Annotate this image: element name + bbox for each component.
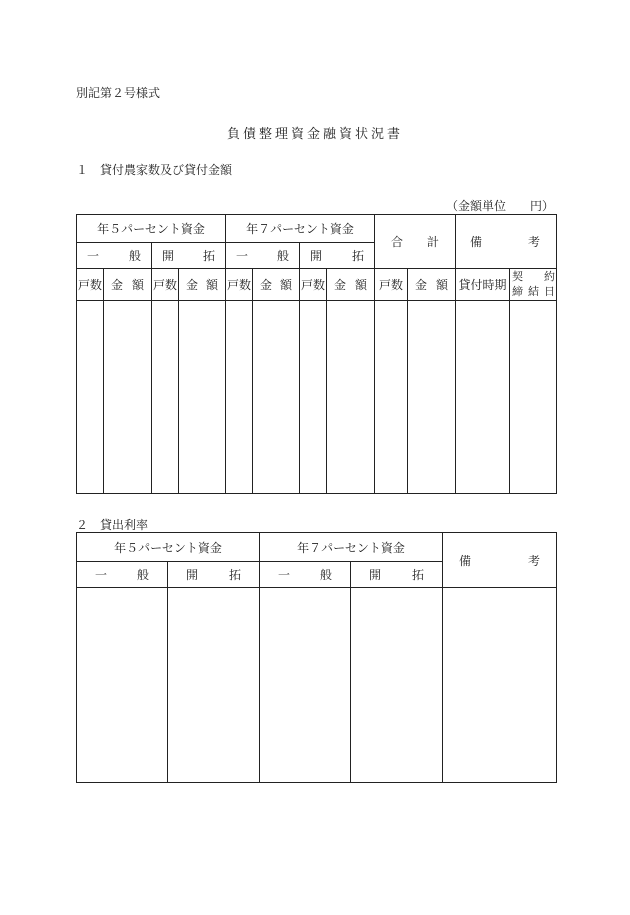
- t2-fund7-header: 年７パーセント資金: [297, 540, 405, 555]
- t1-fund5-header: 年５パーセント資金: [97, 222, 205, 236]
- t2-fund5-general: 一 般: [95, 568, 149, 582]
- t2-fund5-header: 年５パーセント資金: [114, 540, 222, 555]
- section1-heading: １ 貸付農家数及び貸付金額: [76, 163, 233, 177]
- t1-remarks-header: 備 考: [470, 235, 540, 249]
- t1-fund5-pioneer: 開 拓: [162, 249, 215, 263]
- t1-households-2: 戸数: [152, 278, 177, 292]
- t1-households-3: 戸数: [226, 278, 251, 292]
- t1-amount-total: 金 額: [415, 278, 448, 292]
- t1-amount-1: 金 額: [111, 278, 144, 292]
- t2-fund7-general: 一 般: [278, 568, 332, 582]
- t2-fund5-pioneer: 開 拓: [186, 568, 241, 582]
- t1-total-header: 合 計: [391, 235, 439, 249]
- t1-amount-2: 金 額: [186, 278, 218, 292]
- t2-remarks-header: 備 考: [459, 553, 540, 568]
- t1-fund7-general: 一 般: [236, 249, 289, 263]
- t1-loan-period: 貸付時期: [458, 278, 507, 292]
- t1-fund5-general: 一 般: [87, 249, 141, 263]
- t1-fund7-header: 年７パーセント資金: [246, 222, 354, 236]
- t1-fund7-pioneer: 開 拓: [310, 249, 364, 263]
- t2-fund7-pioneer: 開 拓: [369, 568, 424, 582]
- document-title: 負債整理資金融資状況書: [226, 127, 403, 142]
- t1-households-4: 戸数: [300, 278, 325, 292]
- t1-amount-4: 金 額: [334, 278, 367, 292]
- form-label: 別記第２号様式: [76, 86, 161, 100]
- t1-contract-date: 契 約 締 結 日: [512, 270, 555, 298]
- section2-heading: ２ 貸出利率: [76, 518, 149, 532]
- amount-unit-note: （金額単位 円）: [446, 199, 555, 213]
- t1-households-total: 戸数: [378, 278, 403, 292]
- t1-households-1: 戸数: [77, 278, 102, 292]
- t1-amount-3: 金 額: [260, 278, 292, 292]
